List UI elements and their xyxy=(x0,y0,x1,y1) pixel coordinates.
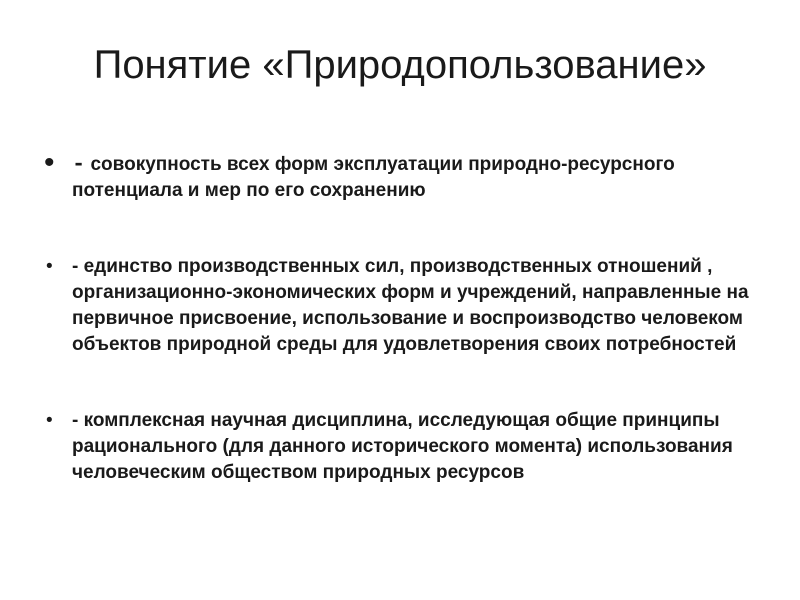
bullet-text: - комплексная научная дисциплина, исследующая общие принципы рационального (для данного исторического момента) использования человеческим обществом природных ресурсов xyxy=(72,410,733,483)
bullet-item-2 xyxy=(44,254,764,358)
bullet-marker: • xyxy=(46,410,53,431)
bullet-dash: - xyxy=(72,152,86,177)
bullet-text: совокупность всех форм эксплуатации природно-ресурсного потенциала и мер по его сохранению xyxy=(72,154,675,201)
bullet-item-3 xyxy=(44,408,764,486)
slide-title: Понятие «Природопользование» xyxy=(93,43,707,87)
bullet-marker: • xyxy=(46,256,53,277)
bullet-text: - единство производственных сил, производственных отношений , организационно-экономических форм и учреждений, направленные на первичное присвоение, использование и воспроизводство человеком объектов природной среды для удовлетворения своих потребностей xyxy=(72,256,749,355)
bullet-item-1 xyxy=(44,146,764,204)
bullet-marker: • xyxy=(44,146,55,179)
bullet-list xyxy=(44,146,764,486)
